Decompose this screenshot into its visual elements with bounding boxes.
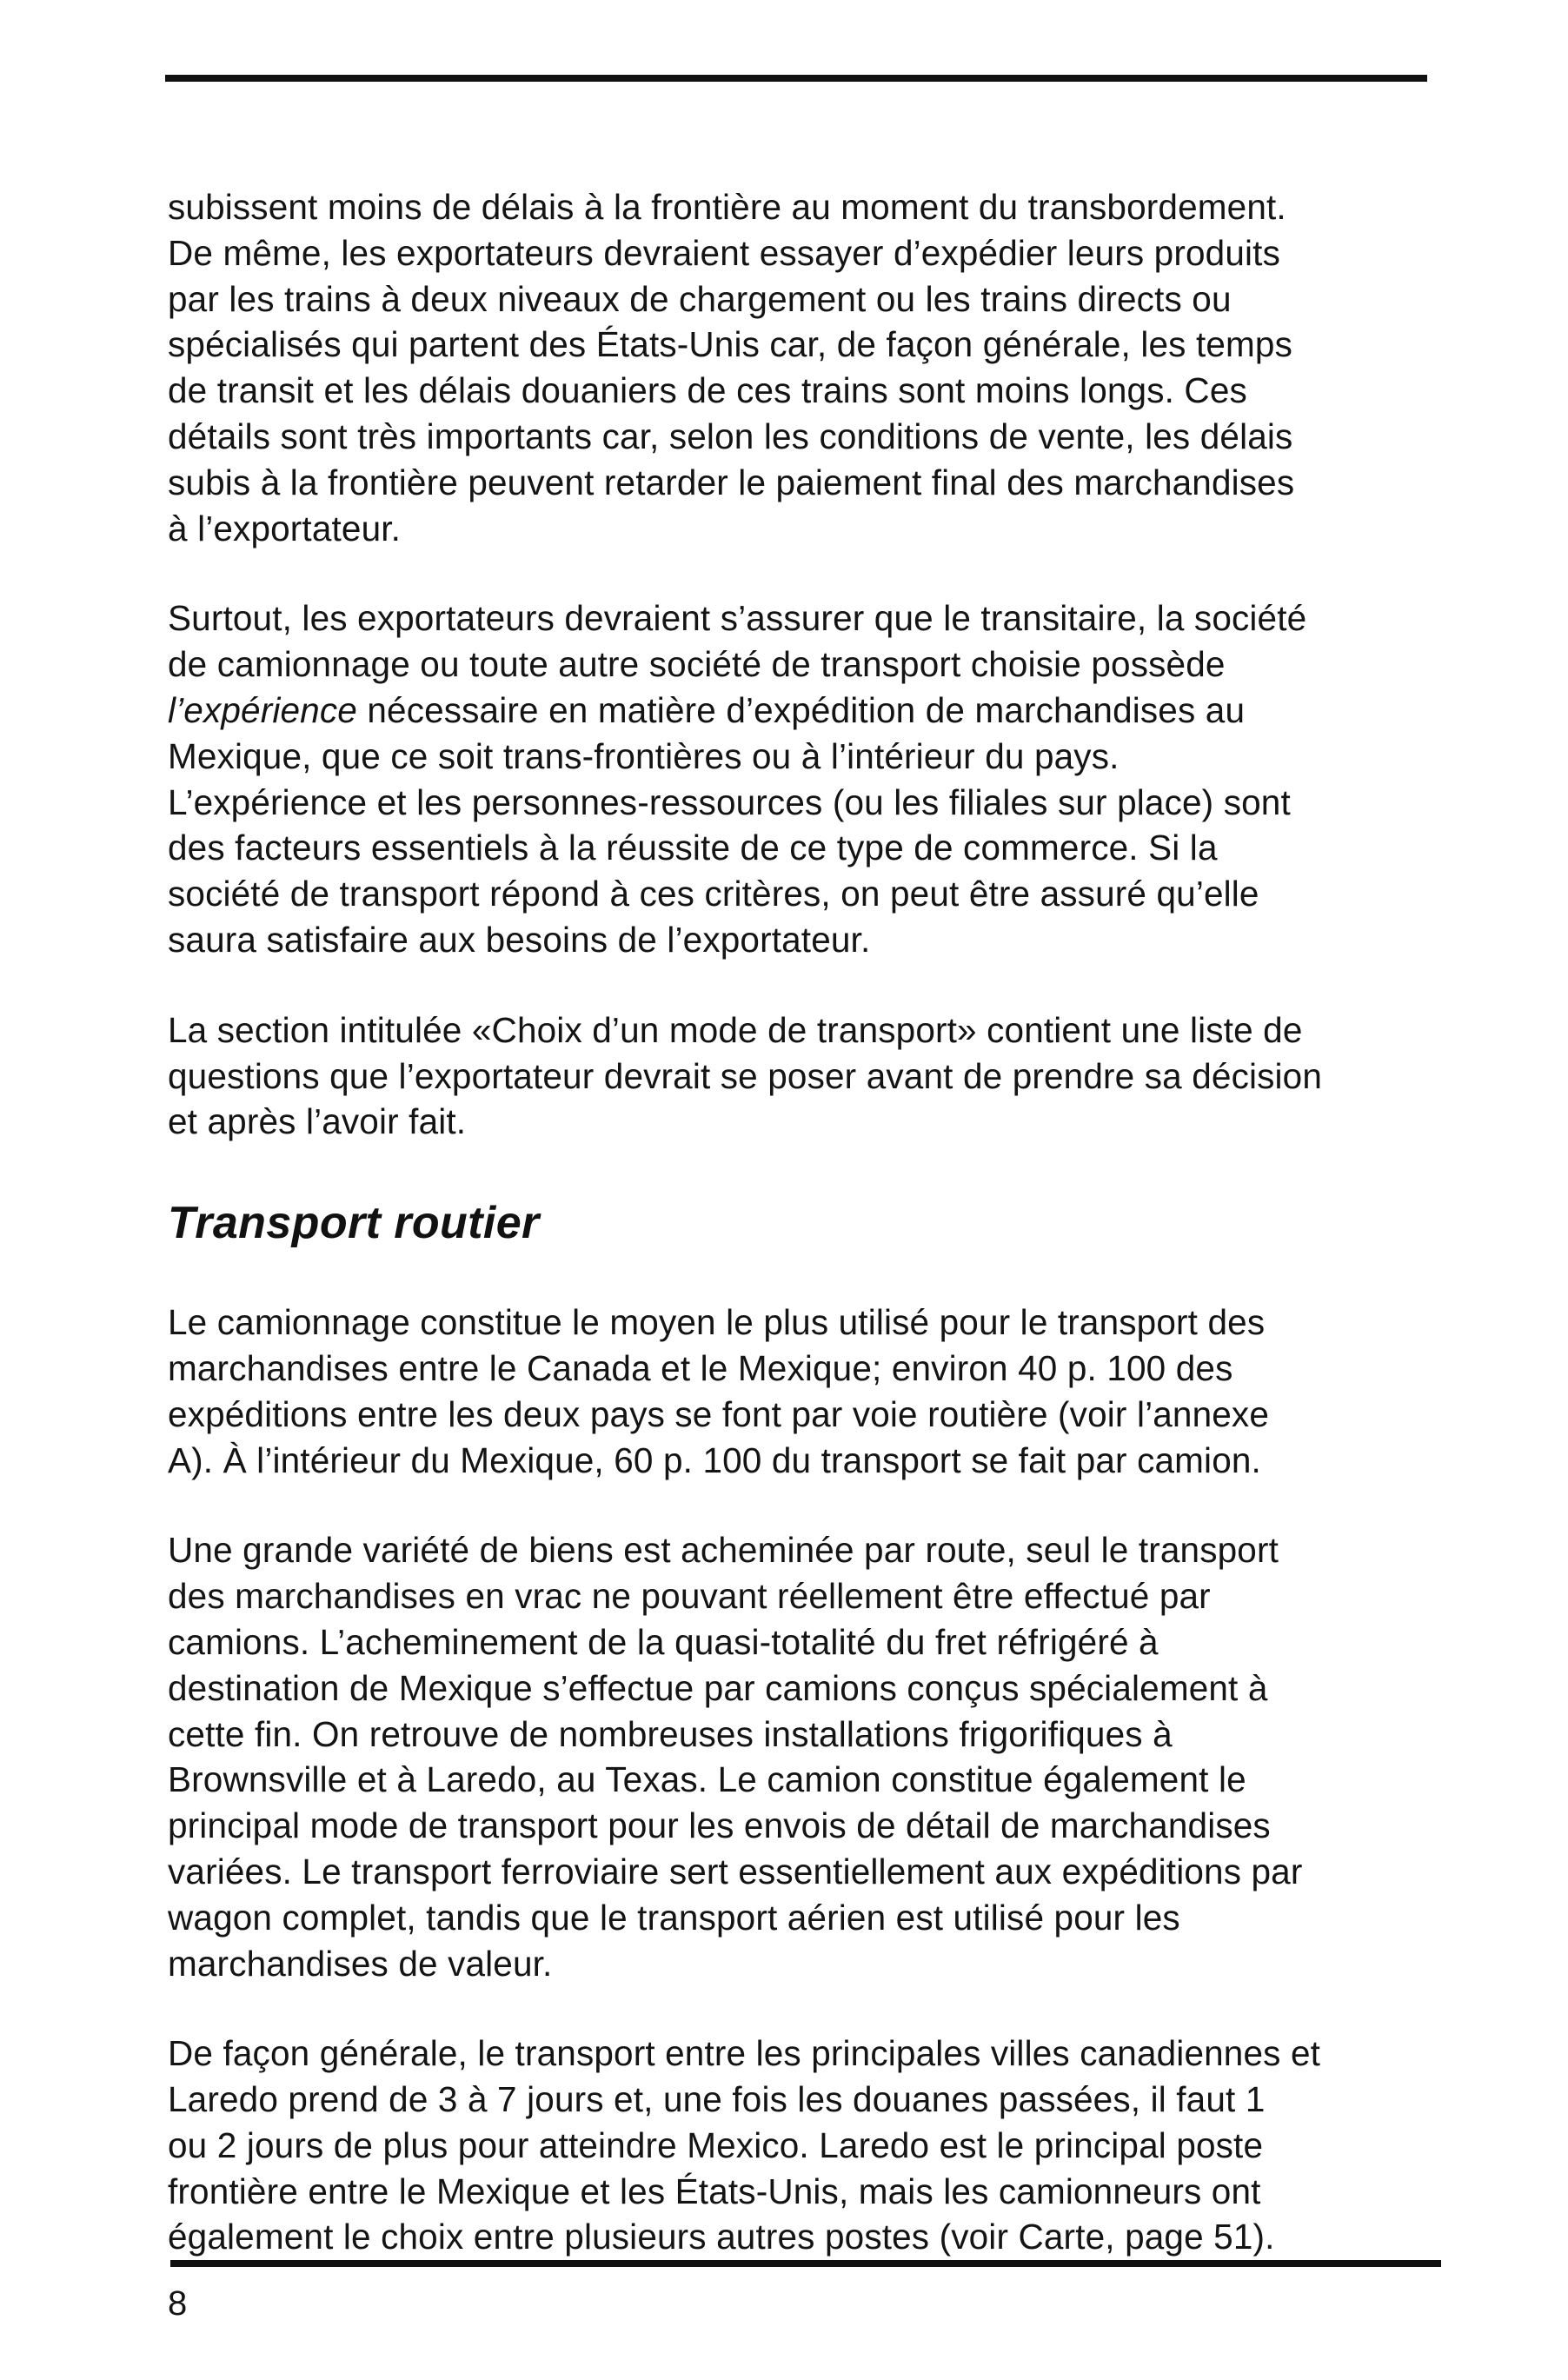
text-line: de transit et les délais douaniers de ces trains sont moins longs. Ces bbox=[168, 370, 1247, 411]
paragraph-transit-times bbox=[168, 2031, 1445, 2260]
text-fragment: nécessaire en matière d’expédition de marchandises au bbox=[356, 689, 1246, 730]
paragraph-spacer bbox=[168, 1986, 1445, 2031]
text-line: De façon générale, le transport entre les principales villes canadiennes et bbox=[168, 2033, 1321, 2074]
paragraph-experience bbox=[168, 595, 1445, 962]
paragraph-transshipment bbox=[168, 184, 1445, 551]
paragraph-goods-variety bbox=[168, 1527, 1445, 1986]
text-line: frontière entre le Mexique et les États-Unis, mais les camionneurs ont bbox=[168, 2171, 1261, 2211]
top-rule bbox=[165, 75, 1427, 82]
text-line: Laredo prend de 3 à 7 jours et, une fois les douanes passées, il faut 1 bbox=[168, 2079, 1266, 2120]
paragraph-trucking-share bbox=[168, 1300, 1445, 1483]
text-line: L’expérience et les personnes-ressources (ou les filiales sur place) sont bbox=[168, 781, 1291, 822]
text-line: à l’exportateur. bbox=[168, 508, 402, 548]
text-line: subissent moins de délais à la frontière au moment du transbordement. bbox=[168, 187, 1286, 227]
text-line: marchandises de valeur. bbox=[168, 1943, 553, 1984]
text-line: Le camionnage constitue le moyen le plus utilisé pour le transport des bbox=[168, 1302, 1266, 1343]
text-line bbox=[168, 688, 1445, 734]
heading-spacer bbox=[168, 1145, 1445, 1197]
page-body bbox=[168, 184, 1445, 2260]
emphasis-text: l’expérience bbox=[168, 689, 357, 730]
text-line: détails sont très importants car, selon les conditions de vente, les délais bbox=[168, 416, 1293, 456]
paragraph-spacer bbox=[168, 963, 1445, 1007]
page-number: 8 bbox=[168, 2284, 188, 2323]
text-line: wagon complet, tandis que le transport aérien est utilisé pour les bbox=[168, 1897, 1180, 1938]
section-heading: Transport routier bbox=[168, 1198, 540, 1249]
text-line: A). À l’intérieur du Mexique, 60 p. 100 du transport se fait par camion. bbox=[168, 1439, 1261, 1480]
text-line: par les trains à deux niveaux de chargement ou les trains directs ou bbox=[168, 278, 1232, 319]
paragraph-spacer bbox=[168, 1483, 1445, 1527]
text-line: marchandises entre le Canada et le Mexique; environ 40 p. 100 des bbox=[168, 1347, 1233, 1388]
text-line: Brownsville et à Laredo, au Texas. Le camion constitue également le bbox=[168, 1759, 1246, 1800]
text-line: La section intitulée «Choix d’un mode de transport» contient une liste de bbox=[168, 1009, 1303, 1050]
text-line: expéditions entre les deux pays se font par voie routière (voir l’annexe bbox=[168, 1393, 1270, 1434]
text-line: saura satisfaire aux besoins de l’exportateur. bbox=[168, 919, 871, 960]
text-line: destination de Mexique s’effectue par camions conçus spécialement à bbox=[168, 1667, 1268, 1708]
text-line: des facteurs essentiels à la réussite de ce type de commerce. Si la bbox=[168, 828, 1218, 868]
paragraph-spacer bbox=[168, 551, 1445, 595]
text-line: ou 2 jours de plus pour atteindre Mexico. Laredo est le principal poste bbox=[168, 2124, 1264, 2165]
text-line: De même, les exportateurs devraient essayer d’expédier leurs produits bbox=[168, 232, 1280, 273]
bottom-rule bbox=[170, 2260, 1441, 2267]
text-line: subis à la frontière peuvent retarder le paiement final des marchandises bbox=[168, 462, 1295, 502]
text-line: variées. Le transport ferroviaire sert essentiellement aux expéditions par bbox=[168, 1851, 1303, 1891]
text-line: Surtout, les exportateurs devraient s’assurer que le transitaire, la société bbox=[168, 598, 1307, 639]
text-line: questions que l’exportateur devrait se poser avant de prendre sa décision bbox=[168, 1055, 1323, 1096]
text-line: également le choix entre plusieurs autres postes (voir Carte, page 51). bbox=[168, 2217, 1275, 2257]
text-line: Une grande variété de biens est acheminée par route, seul le transport bbox=[168, 1530, 1279, 1571]
paragraph-section-reference bbox=[168, 1007, 1445, 1145]
text-line: société de transport répond à ces critères, on peut être assuré qu’elle bbox=[168, 874, 1259, 914]
text-line: principal mode de transport pour les envois de détail de marchandises bbox=[168, 1805, 1271, 1846]
text-line: spécialisés qui partent des États-Unis car, de façon générale, les temps bbox=[168, 324, 1292, 365]
text-line: cette fin. On retrouve de nombreuses installations frigorifiques à bbox=[168, 1713, 1173, 1754]
heading-spacer bbox=[168, 1249, 1445, 1300]
text-line: et après l’avoir fait. bbox=[168, 1101, 467, 1142]
text-line: de camionnage ou toute autre société de transport choisie possède bbox=[168, 644, 1226, 685]
text-line: camions. L’acheminement de la quasi-totalité du fret réfrigéré à bbox=[168, 1621, 1159, 1662]
text-line: Mexique, que ce soit trans-frontières ou à l’intérieur du pays. bbox=[168, 735, 1120, 776]
text-line: des marchandises en vrac ne pouvant réellement être effectué par bbox=[168, 1576, 1211, 1617]
